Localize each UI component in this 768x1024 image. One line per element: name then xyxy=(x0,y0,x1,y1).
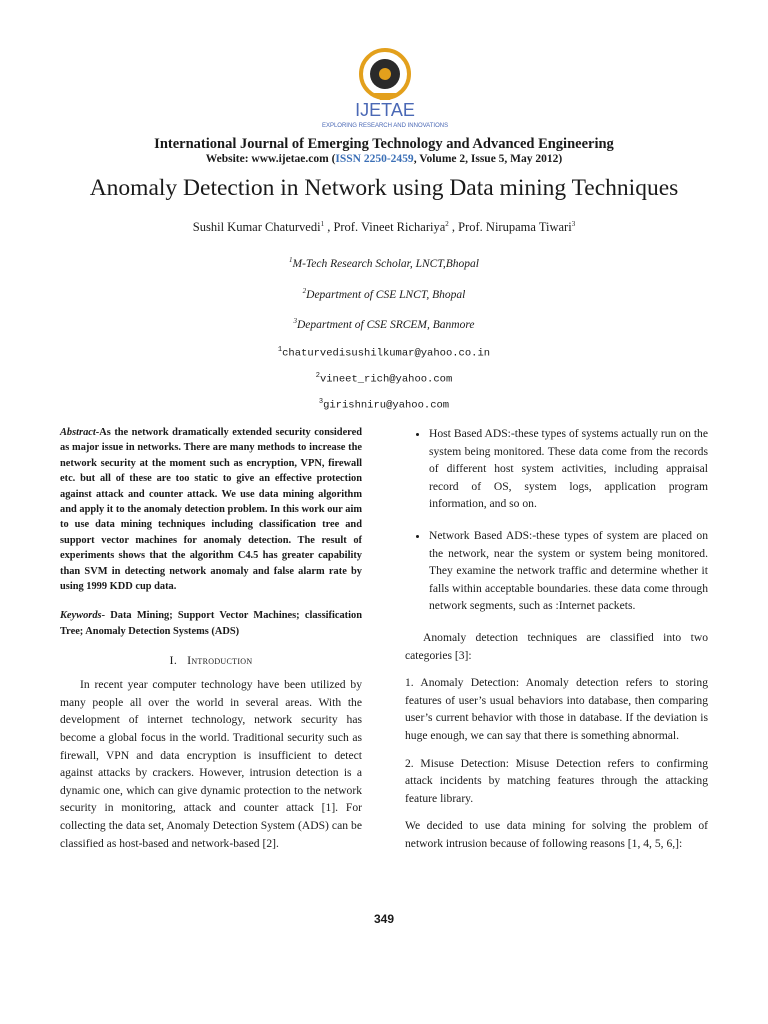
right-column xyxy=(405,425,708,862)
email-1-text[interactable]: chaturvedisushilkumar@yahoo.co.in xyxy=(282,347,491,360)
journal-logo xyxy=(321,48,449,130)
affiliation-2-text: Department of CSE LNCT, Bhopal xyxy=(306,288,466,301)
author-3-sup: 3 xyxy=(571,220,576,228)
website-prefix: Website: www.ijetae.com ( xyxy=(205,153,336,165)
ijetae-logo-graphic xyxy=(321,48,449,130)
intro-paragraph: In recent year computer technology have been utilized by many people all over the world in several areas. With the development of internet technology, network security has become a global focus in the world. Traditional security such as firewall, VPN and data encryption is insufficient to detect against attacks by crackers. However, intrusion detection is a dynamic one, which can give dynamic protection to the network security in monitoring, attack and counter attack [1]. For collecting the data set, Anomaly Detection System (ADS) can be classified as host-based and network-based [2]. xyxy=(60,678,362,850)
author-3: , Prof. Nirupama Tiwari xyxy=(448,220,572,235)
email-2-text[interactable]: vineet_rich@yahoo.com xyxy=(319,373,453,386)
ads-type-list xyxy=(405,425,708,615)
logo-wordmark: IJETAE xyxy=(355,100,415,120)
body-paragraph: We decided to use data mining for solving the problem of network intrusion because of following reasons [1, 4, 5, 6,]: xyxy=(405,819,708,850)
affiliation-1 xyxy=(0,256,768,270)
list-item: • Host Based ADS:-these types of systems actually run on the system being monitored. These data come from the records of different host system activities, including appraisal record of OS, system logs, application program information, and so on. xyxy=(429,425,708,513)
journal-website-line xyxy=(0,153,768,165)
website-suffix: , Volume 2, Issue 5, May 2012) xyxy=(413,153,563,165)
body-paragraph: 1. Anomaly Detection: Anomaly detection refers to storing features of user’s usual behaviors into database, then comparing user’s current behavior with those in database. If the deviation is huge enough, we can say that there is something abnormal. xyxy=(405,676,708,742)
author-1-sup: 1 xyxy=(320,220,325,228)
keywords-body: Data Mining; Support Vector Machines; classification Tree; Anomaly Detection Systems (ADS) xyxy=(60,610,362,637)
journal-name: International Journal of Emerging Technology and Advanced Engineering xyxy=(154,136,614,152)
keywords-lead: Keywords- xyxy=(60,610,106,622)
affiliation-3-text: Department of CSE SRCEM, Banmore xyxy=(297,318,475,331)
author-2: , Prof. Vineet Richariya xyxy=(324,220,446,235)
page-number: 349 xyxy=(373,912,395,926)
keywords xyxy=(60,608,362,639)
affiliation-3-sup: 3 xyxy=(293,317,297,325)
author-line xyxy=(0,220,768,235)
abstract-body: -As the network dramatically extended security considered as major issue in networks. There are many methods to increase the network security at the moment such as encryption, VPN, firewall etc. but all of these are too static to give an effective protection against attack and counter attack. We use data mining algorithm and apply it to the anomaly detection problem. In this work our aim to use data mining techniques including classification tree and support vector machines for anomaly detection. The result of experiments shows that the algorithm C4.5 has greater capability than SVM in detecting network anomaly and false alarm rate by using 1999 KDD cup data. xyxy=(60,427,362,593)
abstract xyxy=(60,425,362,594)
affiliation-2-sup: 2 xyxy=(302,287,307,295)
affiliation-2 xyxy=(0,287,768,301)
email-1-sup: 1 xyxy=(277,346,283,354)
section-heading-introduction xyxy=(60,653,362,668)
email-1[interactable] xyxy=(0,346,768,360)
abstract-lead: Abstract xyxy=(60,427,96,438)
affiliation-1-text: M-Tech Research Scholar, LNCT,Bhopal xyxy=(292,257,479,270)
email-3-text[interactable]: girishniru@yahoo.com xyxy=(323,399,450,412)
paper-title: Anomaly Detection in Network using Data mining Techniques xyxy=(89,175,679,201)
email-3[interactable] xyxy=(0,398,768,412)
left-column xyxy=(60,425,362,852)
affiliation-1-sup: 1 xyxy=(289,256,293,264)
email-2-sup: 2 xyxy=(315,372,320,380)
email-2[interactable] xyxy=(0,372,768,386)
email-3-sup: 3 xyxy=(318,398,324,406)
section-title: Introduction xyxy=(187,653,253,668)
issn-link[interactable]: ISSN 2250-2459 xyxy=(335,153,414,165)
logo-tagline: EXPLORING RESEARCH AND INNOVATIONS xyxy=(321,123,449,129)
body-paragraph: 2. Misuse Detection: Misuse Detection refers to confirming attack incidents by matching features through the attacking feature library. xyxy=(405,756,708,805)
author-2-sup: 2 xyxy=(445,220,449,228)
section-number: I. xyxy=(169,653,178,668)
author-1: Sushil Kumar Chaturvedi xyxy=(192,220,321,235)
list-item: • Network Based ADS:-these types of system are placed on the network, near the system or system being monitored. They examine the network traffic and determine whether it falls within acceptable boundaries. these data come through network segments, such as :Internet packets. xyxy=(429,527,708,615)
affiliation-3 xyxy=(0,317,768,331)
body-paragraph: Anomaly detection techniques are classified into two categories [3]: xyxy=(405,630,708,662)
